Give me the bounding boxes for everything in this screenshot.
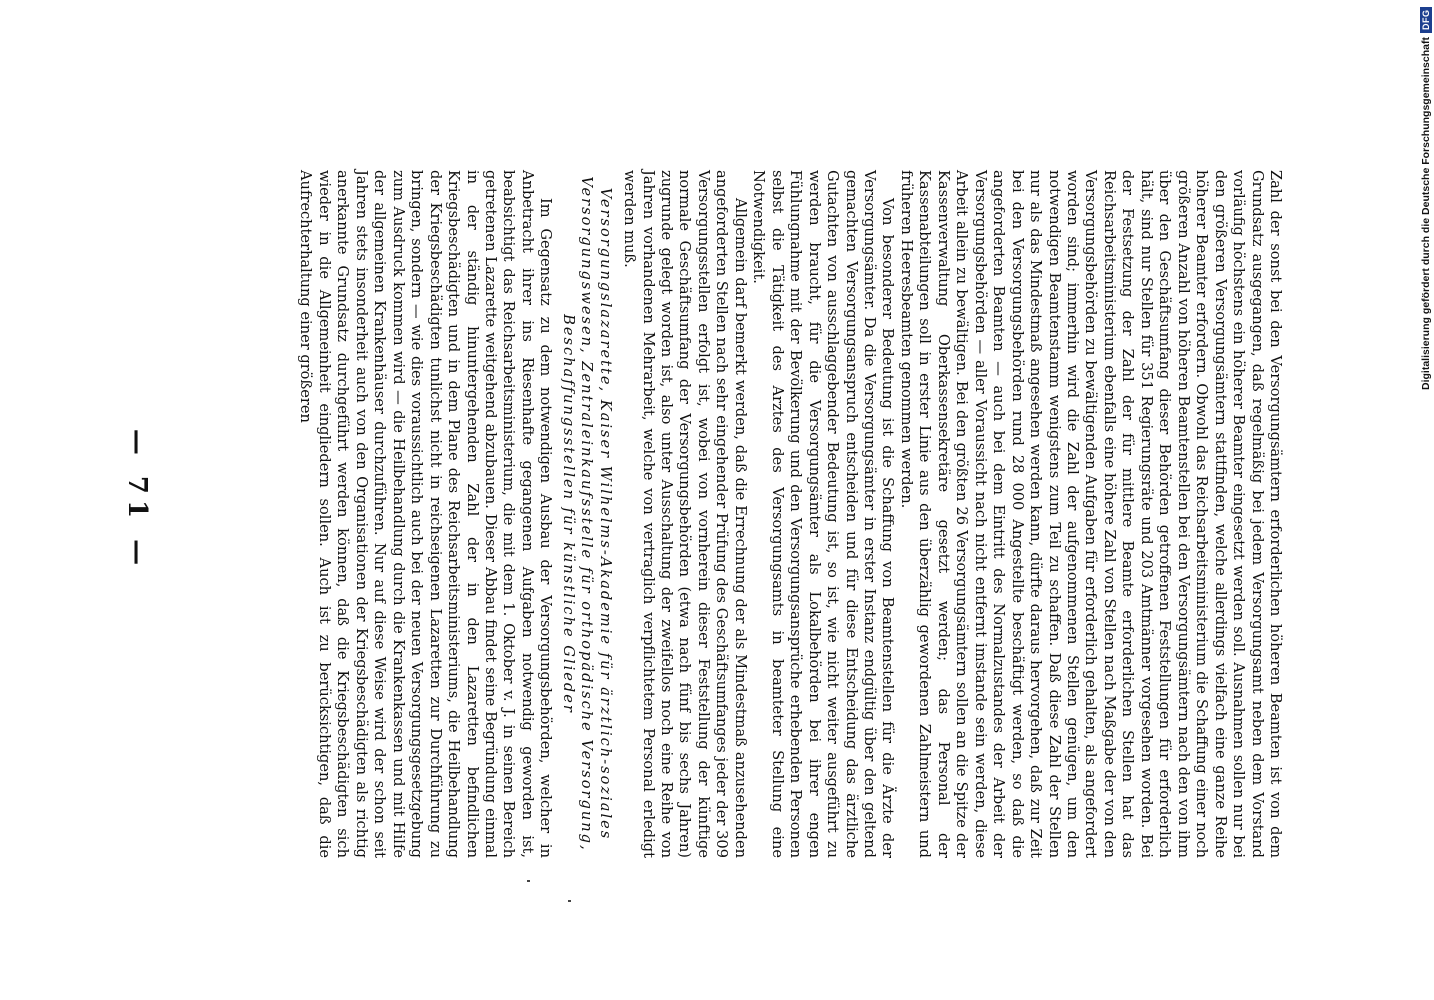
section-heading-line: Versorgungswesen, Zentraleinkaufsstelle für orthopädische Versorgung, [578, 176, 596, 852]
section-heading-line: Versorgungslazarette, Kaiser Wilhelms-Akademie für ärztlich-soziales [596, 187, 614, 841]
body-paragraph: Allgemein darf bemerkt werden, daß die Errechnung der als Mindestmaß anzusehenden angeforderten Stellen nach sehr eingehender Prüfung des Geschäftsumfanges jeder der 309 Versorgungsstellen erfolgt ist, wobei von vornherein dieser Feststellung der künftige normale Geschäftsumfang der Versorgungsbehörden (etwa nach fünf bis sechs Jahren) zugrunde gelegt worden ist, also unter Ausschaltung der zweifellos noch eine Reihe von Jahren vorhandenen Mehrarbeit, welche von vertraglich verpflichtetem Personal erledigt werden muß. [621, 170, 749, 858]
section-heading [558, 170, 613, 858]
body-paragraph: Von besonderer Bedeutung ist die Schaffung von Beamtenstellen für die Ärzte der Versorgungsämter. Da die Versorgungsämter in erster Instanz endgültig über den geltend gemachten Versorgungsanspruch entscheiden und für diese Entscheidung das ärztliche Gutachten von ausschlaggebender Bedeutung ist, so ist, wie nicht weiter ausgeführt zu werden braucht, für die Versorgungsämter als Lokalbehörden bei ihrer engen Fühlungnahme mit der Bevölkerung und den Versorgungsansprüche erhebenden Personen selbst die Tätigkeit des Arztes des Versorgungsamts in beamteter Stellung eine Notwendigkeit. [750, 170, 897, 858]
body-paragraph: Zahl der sonst bei den Versorgungsämtern erforderlichen höheren Beamten ist von dem Grundsatz ausgegangen, daß regelmäßig bei jedem Versorgungsamt neben dem Vorstand vorläufig höchstens ein höherer Beamter eingesetzt werden soll. Ausnahmen sollen nur bei den größeren Versorgungsämtern stattfinden, welche allerdings vielfach eine ganze Reihe höherer Beamter erfordern. Obwohl das Reichsarbeitsministerium die Schaffung einer noch größeren Anzahl von höheren Beamtenstellen bei den Versorgungsämtern nach den von ihm über den Geschäftsumfang dieser Behörden getroffenen Feststellungen für erforderlich hält, sind nur Stellen für 351 Regierungsräte und 203 Amtmänner vorgesehen worden. Bei der Festsetzung der Zahl der für mittlere Beamte erforderlichen Stellen hat das Reichsarbeitsministerium ebenfalls eine höhere Zahl von Stellen nach Maßgabe der von den Versorgungsbehörden zu bewältigenden Aufgaben für erforderlich gehalten, als angefordert worden sind; immerhin wird die Zahl der aufgenommenen Stellen genügen, um den notwendigen Beamtenstamm wenigstens zum Teil zu schaffen. Daß diese Zahl der Stellen nur als das Mindestmaß angesehen werden kann, dürfte daraus hervorgehen, daß zur Zeit bei den Versorgungsbehörden rund 28 000 Angestellte beschäftigt werden, so daß die angeforderten Beamten — auch bei dem Eintritt des Normalzustandes der Arbeit der Versorgungsbehörden — aller Voraussicht nach nicht entfernt imstande sein werden, diese Arbeit allein zu bewältigen. Bei den größten 26 Versorgungsämtern sollen an die Spitze der Kassenverwaltung Oberkassensekretäre gesetzt werden; das Personal der Kassenabteilungen soll in erster Linie aus den überzählig gewordenen Zahlmeistern und früheren Heeresbeamten genommen werden. [897, 170, 1284, 858]
text-body [174, 170, 1284, 858]
scan-speck [568, 900, 571, 902]
section-heading-line: Beschaffungsstellen für künstliche Glieder [559, 314, 577, 714]
dfg-logo: DFG [1420, 7, 1432, 34]
page-number: — 71 — [122, 428, 152, 572]
digitization-credit [1416, 10, 1434, 390]
credit-text: Digitalisierung gefördert durch die Deutsche Forschungsgemeinschaft [1420, 37, 1432, 390]
body-paragraph: Im Gegensatz zu dem notwendigen Ausbau der Versorgungsbehörden, welcher in Anbetracht ihrer ins Riesenhafte gegangenen Aufgaben notwendig geworden ist, beabsichtigt das Reichsarbeitsministerium, die mit dem 1. Oktober v. J. in seinen Bereich getretenen Lazarette weitgehend abzubauen. Dieser Abbau findet seine Begründung einmal in der ständig hinuntergehenden Zahl der in den Lazaretten befindlichen Kriegsbeschädigten und in dem Plane des Reichsarbeitsministeriums, die Heilbehandlung der Kriegsbeschädigten tunlichst nicht in reichseigenen Lazaretten zur Durchführung zu bringen, sondern — wie dies voraussichtlich auch bei der neuen Versorgungsgesetzgebung zum Ausdruck kommen wird — die Heilbehandlung durch die Krankenkassen und mit Hilfe der allgemeinen Krankenhäuser durchzuführen. Nur auf diese Weise wird der schon seit Jahren stets insonderheit auch von den Organisationen der Kriegsbeschädigten als richtig anerkannte Grundsatz durchgeführt werden können, daß die Kriegsbeschädigten sich wieder in die Allgemeinheit eingliedern sollen. Auch ist zu berücksichtigen, daß die Aufrechterhaltung einer größeren [297, 170, 555, 858]
scan-speck [527, 880, 530, 882]
